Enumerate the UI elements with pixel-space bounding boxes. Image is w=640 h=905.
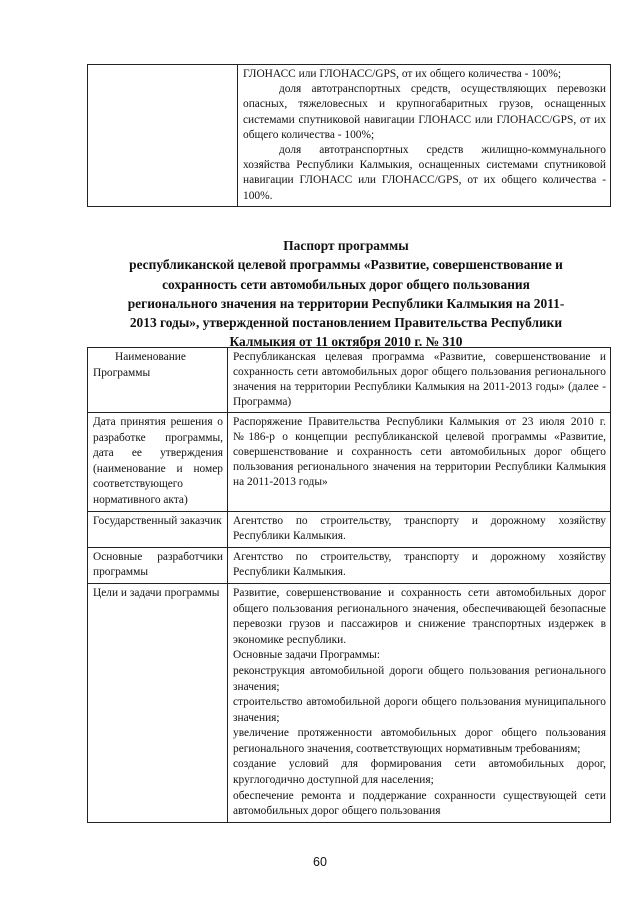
passport-value-cell bbox=[228, 583, 611, 822]
heading-line: Калмыкия от 11 октября 2010 г. № 310 bbox=[229, 334, 463, 350]
table-row bbox=[88, 547, 611, 583]
passport-label-cell bbox=[88, 348, 228, 413]
passport-table bbox=[87, 347, 611, 823]
task-item: строительство автомобильной дороги общего пользования муниципального значения; bbox=[233, 696, 606, 724]
continuation-table bbox=[87, 64, 611, 207]
table-row bbox=[88, 583, 611, 822]
heading-line: Паспорт программы bbox=[283, 238, 409, 253]
task-item: увеличение протяженности автомобильных дорог общего пользования регионального значения, соответствующих нормативным требованиям; bbox=[233, 727, 606, 755]
passport-value: Агентство по строительству, транспорту и дорожному хозяйству Республики Калмыкия. bbox=[233, 514, 606, 543]
passport-label-cell bbox=[88, 547, 228, 583]
table-row bbox=[88, 511, 611, 547]
heading-line: республиканской целевой программы «Развитие, совершенствование и bbox=[129, 257, 563, 273]
continuation-right-cell bbox=[238, 65, 611, 207]
continuation-left-cell bbox=[88, 65, 238, 207]
passport-label: Основные разработчики программы bbox=[93, 550, 223, 579]
passport-value-cell bbox=[228, 547, 611, 583]
passport-heading bbox=[86, 236, 606, 352]
passport-label: Дата принятия решения о разработке программы, дата ее утверждения (наименование и номер соответствующего нормативного акта) bbox=[93, 416, 223, 506]
passport-value-cell bbox=[228, 511, 611, 547]
table-row bbox=[88, 65, 611, 207]
heading-line: 2013 годы», утвержденной постановлением Правительства Республики bbox=[129, 315, 563, 331]
passport-value: Развитие, совершенствование и сохранность сети автомобильных дорог общего пользования регионального значения, обеспечивающей безопасные перевозки грузов и пассажиров и снижение транспортных издержек в экономике республики. bbox=[233, 586, 606, 646]
passport-value: Распоряжение Правительства Республики Калмыкия от 23 июля 2010 г. №186-р о концепции республиканской целевой программы «Развитие, совершенствование и сохранность сети автомобильных дорог общего пользования регионального значения на территории Республики Калмыкия на 2011-2013 годы» bbox=[233, 416, 606, 488]
task-item: реконструкция автомобильной дороги общего пользования регионального значения; bbox=[233, 664, 606, 693]
passport-label: Наименование Программы bbox=[93, 351, 186, 379]
table-row bbox=[88, 348, 611, 413]
task-item: обеспечение ремонта и поддержание сохранности существующей сети автомобильных дорог общего пользования bbox=[233, 789, 606, 818]
passport-value: Республиканская целевая программа «Развитие, совершенствование и сохранность сети автомобильных дорог общего пользования регионального значения на территории Республики Калмыкия на 2011-2013 годы» (далее - Программа) bbox=[233, 351, 606, 408]
passport-value-cell bbox=[228, 413, 611, 512]
page-number: 60 bbox=[313, 855, 327, 869]
indicator-paragraph: доля автотранспортных средств, осуществляющих перевозки опасных, тяжеловесных и крупногабаритных грузов, оснащенных системами спутниковой навигации ГЛОНАСС или ГЛОНАСС/GPS, от их общего количества - 100%; bbox=[243, 83, 606, 141]
task-item: создание условий для формирования сети автомобильных дорог, круглогодично доступной для населения; bbox=[233, 758, 606, 787]
passport-label: Цели и задачи программы bbox=[93, 586, 220, 599]
passport-label-cell bbox=[88, 511, 228, 547]
heading-line: сохранность сети автомобильных дорог общего пользования bbox=[162, 276, 530, 292]
indicator-paragraph: доля автотранспортных средств жилищно-коммунального хозяйства Республики Калмыкия, оснащенных системами спутниковой навигации ГЛОНАСС или ГЛОНАСС/GPS, от их общего количества - 100%. bbox=[243, 144, 606, 202]
indicator-paragraph: ГЛОНАСС или ГЛОНАСС/GPS, от их общего количества - 100%; bbox=[243, 68, 561, 80]
passport-value: Агентство по строительству, транспорту и дорожному хозяйству Республики Калмыкия. bbox=[233, 550, 606, 579]
passport-label-cell bbox=[88, 583, 228, 822]
passport-value-cell bbox=[228, 348, 611, 413]
tasks-heading: Основные задачи Программы: bbox=[233, 649, 380, 662]
table-row bbox=[88, 413, 611, 512]
passport-label-cell bbox=[88, 413, 228, 512]
passport-label: Государственный заказчик bbox=[93, 514, 222, 527]
heading-line: регионального значения на территории Республики Калмыкия на 2011- bbox=[127, 295, 565, 311]
